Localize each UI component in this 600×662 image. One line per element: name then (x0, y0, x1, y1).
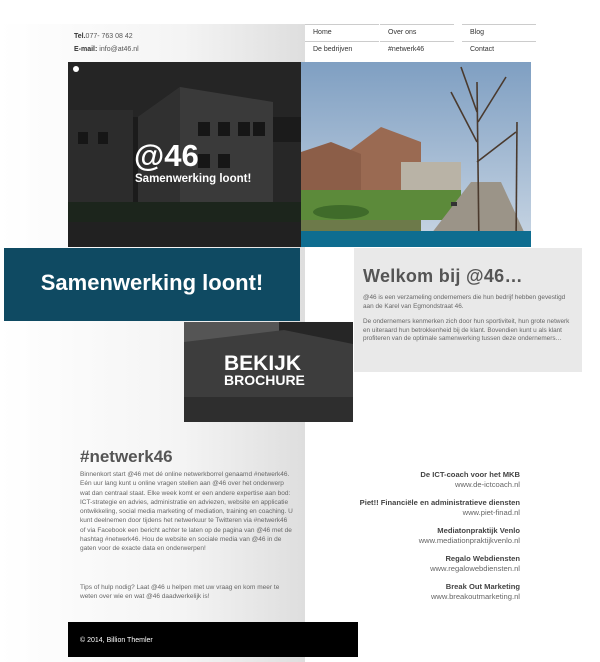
tagline-banner (4, 248, 300, 321)
hero-street-image (301, 62, 531, 247)
welcome-title: Welkom bij @46… (363, 266, 523, 286)
footer (68, 622, 358, 657)
partner-name: Break Out Marketing (445, 582, 520, 591)
footer-copyright: © 2014, Billion Themler (80, 637, 153, 644)
phone-line (74, 30, 139, 43)
email-address[interactable]: info@at46.nl (99, 46, 139, 53)
teal-accent-strip (301, 231, 531, 247)
partner-name: De ICT-coach voor het MKB (420, 470, 520, 479)
partner-url[interactable]: www.de-ictcoach.nl (455, 480, 520, 489)
partner-url[interactable]: www.mediationpraktijkvenlo.nl (418, 536, 520, 545)
welcome-box (354, 248, 582, 372)
email-label: E-mail: (74, 46, 98, 53)
partner-item (308, 582, 520, 602)
partner-item (308, 554, 520, 574)
brochure-button[interactable] (184, 322, 353, 422)
tagline-heading: Samenwerking loont! (40, 270, 264, 295)
hero-title: @46 (134, 138, 199, 173)
partner-url[interactable]: www.piet-finad.nl (462, 508, 520, 517)
hero-building-image (68, 62, 301, 247)
welcome-paragraph-2: De ondernemers kenmerken zich door hun sportiviteit, hun grote netwerk en uiteraard hun betrokkenheid bij de klant. Bovendien kunt u als klant profiteren van de optimale samenwerking tussen deze ondernemers… (363, 318, 570, 343)
partner-name: Mediatonpraktijk Venlo (437, 526, 520, 535)
street-photo (301, 62, 531, 247)
nav-item-netwerk46[interactable]: #netwerk46 (380, 41, 454, 59)
netwerk-tips: Tips of hulp nodig? Laat @46 u helpen met uw vraag en kom meer te weten over wie en wat @46 daadwerkelijk is! (80, 584, 280, 601)
partner-url[interactable]: www.regalowebdiensten.nl (430, 564, 520, 573)
slider-dot[interactable] (73, 66, 79, 72)
netwerk-title: #netwerk46 (80, 447, 173, 466)
brochure-label-line2: BROCHURE (224, 372, 305, 388)
nav-item-over-ons[interactable]: Over ons (380, 24, 454, 42)
partner-url[interactable]: www.breakoutmarketing.nl (430, 592, 520, 601)
nav-item-blog[interactable]: Blog (462, 24, 536, 42)
phone-label: Tel. (74, 33, 86, 40)
netwerk-body: Binnenkort start @46 met dé online netwerkborrel genaamd #netwerk46. Eén uur lang kunt u online vragen stellen aan @46 over het onderwerp wat dan centraal staat. Elke week komt er een andere expertise aan bod: ICT-strategie en advies, administratie en adviezen, website en applicatie ontwikkeling, social media marketing of mediation, training en coaching. U kunt deelnemen door tijdens het netwerkuur te Twitteren via #netwerk46 of via Facebook een bericht achter te laten op de pagina van @46 met de hashtag #netwerk46. Hou de website en sociale media van @46 in de gaten voor de exacte data en onderwerpen! (80, 471, 293, 553)
partner-item (308, 498, 520, 518)
partner-item (308, 526, 520, 546)
nav-item-contact[interactable]: Contact (462, 41, 536, 59)
nav-item-home[interactable]: Home (305, 24, 379, 42)
contact-info (74, 30, 139, 56)
partner-item (308, 470, 520, 490)
partner-name: Regalo Webdiensten (445, 554, 520, 563)
welcome-paragraph-1: @46 is een verzameling ondernemers die hun bedrijf hebben gevestigd aan de Karel van Egmondstraat 46. (363, 294, 566, 310)
phone-number[interactable]: 077- 763 08 42 (85, 33, 133, 40)
hero-subtitle: Samenwerking loont! (135, 173, 252, 185)
nav-item-de-bedrijven[interactable]: De bedrijven (305, 41, 379, 59)
brochure-label-line1: BEKIJK (224, 352, 302, 375)
partner-name: Piet!! Financiële en administratieve diensten (359, 498, 520, 507)
partner-list (308, 470, 520, 610)
email-line (74, 43, 139, 56)
